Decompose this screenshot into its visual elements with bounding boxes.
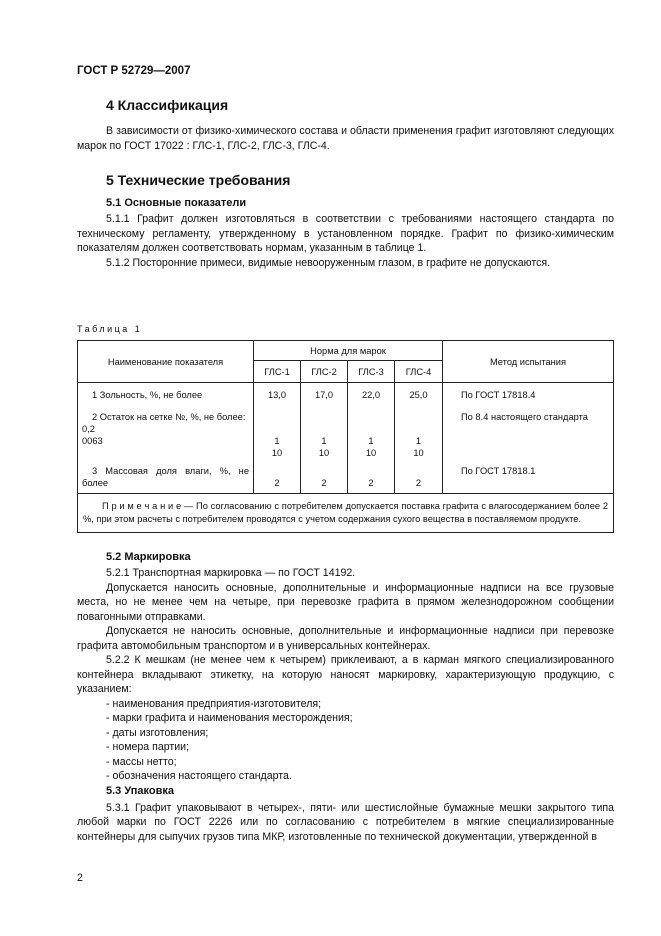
cell-value: 2 <box>301 459 348 494</box>
col-header-name: Наименование показателя <box>78 341 254 383</box>
list-item: - марки графита и наименования месторождения; <box>106 712 353 724</box>
note-label: П р и м е ч а н и е <box>102 500 182 511</box>
list-item: - массы нетто; <box>106 755 177 768</box>
col-header-norm: Норма для марок <box>254 341 443 361</box>
note-text: — По согласованию с потребителем допускается поставка графита с влагосодержанием более 2 %, при этом расчеты с потребителем проводятся с учетом содержания сухого вещества в поставляемом продукте. <box>83 500 609 524</box>
table-note <box>78 493 614 532</box>
row-name: 3 Массовая доля влаги, %, не более <box>78 459 254 494</box>
sub-label: 0063 <box>82 435 103 446</box>
cell-method: По ГОСТ 17818.4 <box>443 383 614 405</box>
table-row <box>78 459 614 494</box>
cell-value: 2 <box>395 459 443 494</box>
para-5-2-1-b: Допускается не наносить основные, дополнительные и информационные надписи при перевозке графита автомобильным транспортом и в универсальных контейнерах. <box>77 625 614 652</box>
row-name: 1 Зольность, %, не более <box>78 383 254 405</box>
section-5-3-title: 5.3 Упаковка <box>106 784 174 797</box>
cell-method: По ГОСТ 17818.1 <box>443 459 614 494</box>
grade-header: ГЛС-1 <box>254 361 301 383</box>
para-5-1-1: 5.1.1 Графит должен изготовляться в соответствии с требованиями настоящего стандарта по техническому регламенту, утвержденному в установленном порядке. Графит по физико-химическим показателям должен соответствовать нормам, указанным в таблице 1. <box>77 213 614 254</box>
marking-list <box>77 697 614 784</box>
cell-value: 10 <box>318 447 330 458</box>
cell-value: 1 <box>321 435 327 446</box>
col-header-method: Метод испытания <box>443 341 614 383</box>
table-row <box>78 383 614 405</box>
cell-value: 22,0 <box>348 383 395 405</box>
section-5-title: 5 Технические требования <box>106 172 291 188</box>
section-5-2-title: 5.2 Маркировка <box>106 551 191 563</box>
section-4-title: 4 Классификация <box>106 97 229 113</box>
cell-value: 17,0 <box>301 383 348 405</box>
section-5-1-title: 5.1 Основные показатели <box>106 197 247 209</box>
list-item: - обозначения настоящего стандарта. <box>106 770 292 782</box>
row-name <box>78 405 254 459</box>
table-caption: Таблица 1 <box>77 324 143 334</box>
list-item: - наименования предприятия-изготовителя; <box>106 697 322 710</box>
table-row <box>78 405 614 459</box>
grade-header: ГЛС-3 <box>348 361 395 383</box>
para-5-1-2: 5.1.2 Посторонние примеси, видимые невооруженным глазом, в графите не допускаются. <box>106 256 551 269</box>
cell-value: 10 <box>365 447 377 458</box>
cell-value: 10 <box>413 447 424 458</box>
para-5-2-2: 5.2.2 К мешкам (не менее чем к четырем) приклеивают, а в карман мягкого специализированного контейнера вкладывают этикетку, на которую наносят маркировку, характеризующую продукцию, с указанием: <box>77 654 614 695</box>
list-item: - номера партии; <box>106 741 190 753</box>
cell-value: 25,0 <box>395 383 443 405</box>
document-header: ГОСТ Р 52729—2007 <box>77 65 191 77</box>
cell-method: По 8.4 настоящего стандарта <box>443 405 614 459</box>
grade-header: ГЛС-4 <box>395 361 443 383</box>
table-1 <box>77 340 614 533</box>
cell-value: 13,0 <box>254 383 301 405</box>
cell-value: 2 <box>348 459 395 494</box>
list-item: - даты изготовления; <box>106 726 209 739</box>
sub-label: 0,2 <box>82 423 95 434</box>
cell-value: 1 <box>274 435 280 446</box>
para-5-3-1: 5.3.1 Графит упаковывают в четырех-, пяти- или шестислойные бумажные мешки закрытого типа любой марки по ГОСТ 2226 или по согласованию с потребителем в мягкие специализированные контейнеры для сыпучих грузов типа МКР, изготовленные по технической документации, утвержденной в <box>77 801 614 843</box>
cell-value: 2 <box>254 459 301 494</box>
row-name-text: 2 Остаток на сетке №, %, не более: <box>92 411 246 422</box>
para-5-2-1: 5.2.1 Транспортная маркировка — по ГОСТ 14192. <box>106 567 356 579</box>
grade-header: ГЛС-2 <box>301 361 348 383</box>
para-5-2-1-a: Допускается наносить основные, дополнительные и информационные надписи на все грузовые места, но не менее чем на четыре, при перевозке графита в прямом железнодорожном сообщении повагонными отправками. <box>77 581 614 623</box>
section-4-text: В зависимости от физико-химического состава и области применения графит изготовляют следующих марок по ГОСТ 17022 : ГЛС-1, ГЛС-2, ГЛС-3, ГЛС-4. <box>77 125 614 152</box>
cell-value: 10 <box>271 447 283 458</box>
cell-value: 1 <box>415 435 422 446</box>
page-number: 2 <box>77 872 83 884</box>
cell-value: 1 <box>368 435 374 446</box>
